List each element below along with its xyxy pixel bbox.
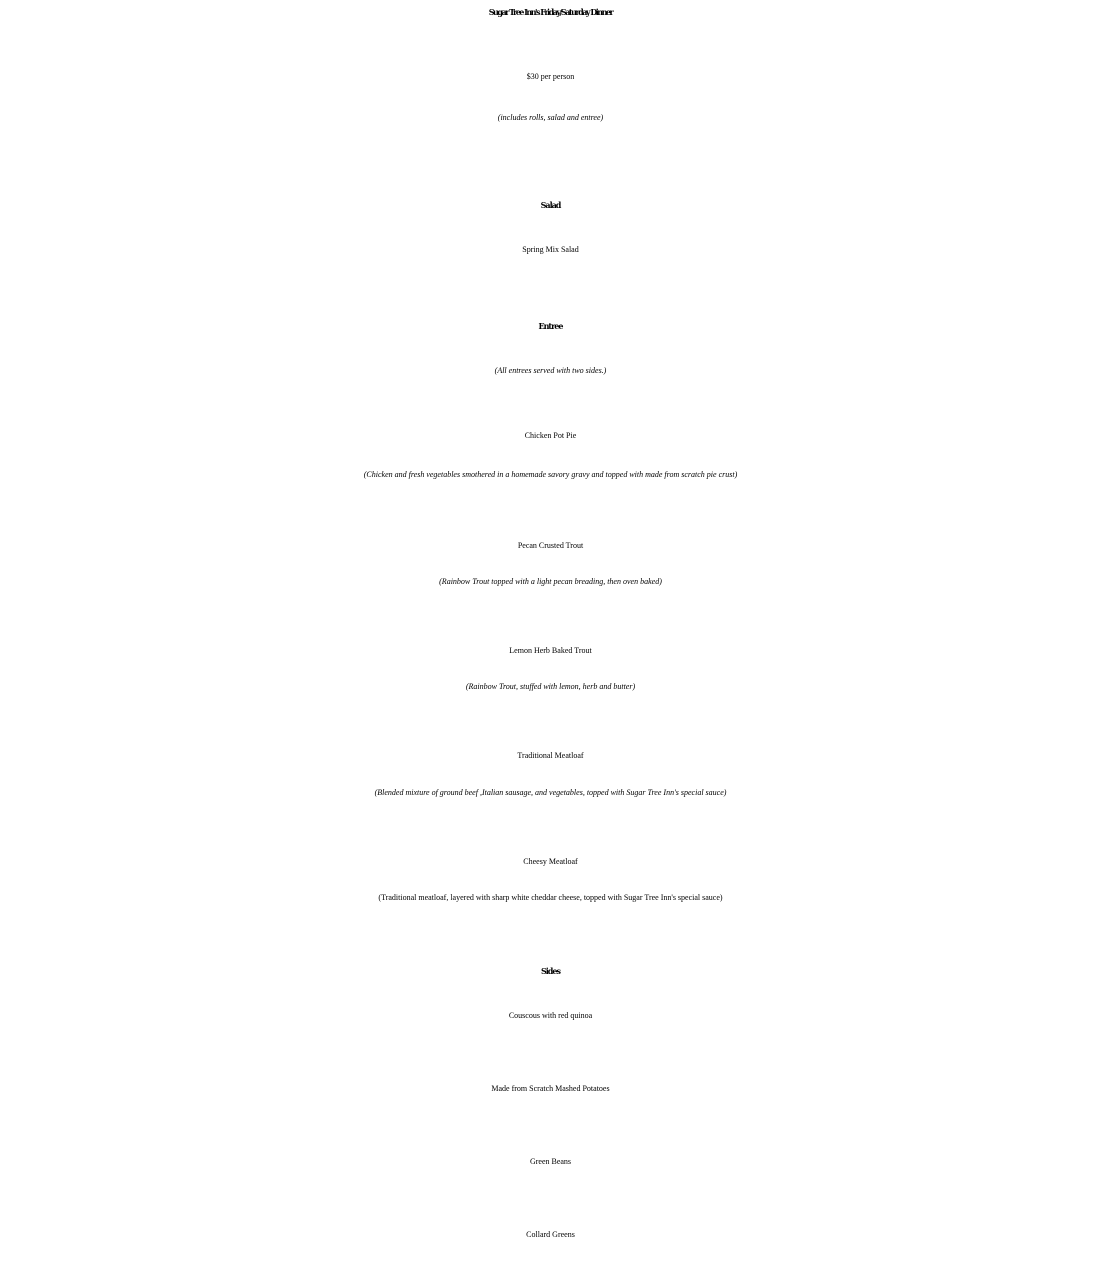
side-item: Couscous with red quinoa xyxy=(508,1011,593,1020)
price: $30 per person xyxy=(526,72,575,81)
entree-item-name: Lemon Herb Baked Trout xyxy=(509,646,592,655)
entree-item-description: (Blended mixture of ground beef ,Italian sausage, and vegetables, topped with Sugar Tree Inn's special sauce) xyxy=(374,788,727,797)
menu-title: Sugar Tree Inn's Friday/Saturday Dinner xyxy=(488,7,613,17)
sides-heading: Sides xyxy=(540,966,560,976)
entree-item-description: (Traditional meatloaf, layered with sharp white cheddar cheese, topped with Sugar Tree Inn's special sauce) xyxy=(378,893,723,902)
entree-item-name: Pecan Crusted Trout xyxy=(517,541,584,550)
entree-item-description: (Chicken and fresh vegetables smothered in a homemade savory gravy and topped with made from scratch pie crust) xyxy=(363,470,738,479)
salad-heading: Salad xyxy=(540,200,561,210)
entree-item-description: (Rainbow Trout topped with a light pecan breading, then oven baked) xyxy=(439,577,662,586)
side-item: Green Beans xyxy=(529,1157,572,1166)
entree-note: (All entrees served with two sides.) xyxy=(494,366,607,375)
entree-item-name: Cheesy Meatloaf xyxy=(523,857,578,866)
side-item: Made from Scratch Mashed Potatoes xyxy=(491,1084,610,1093)
entree-item-name: Chicken Pot Pie xyxy=(524,431,577,440)
side-item: Collard Greens xyxy=(526,1230,575,1239)
entree-heading: Entree xyxy=(538,321,563,331)
includes-note: (includes rolls, salad and entree) xyxy=(497,113,604,122)
entree-item-name: Traditional Meatloaf xyxy=(517,751,584,760)
salad-item: Spring Mix Salad xyxy=(522,245,579,254)
entree-item-description: (Rainbow Trout, stuffed with lemon, herb and butter) xyxy=(465,682,636,691)
